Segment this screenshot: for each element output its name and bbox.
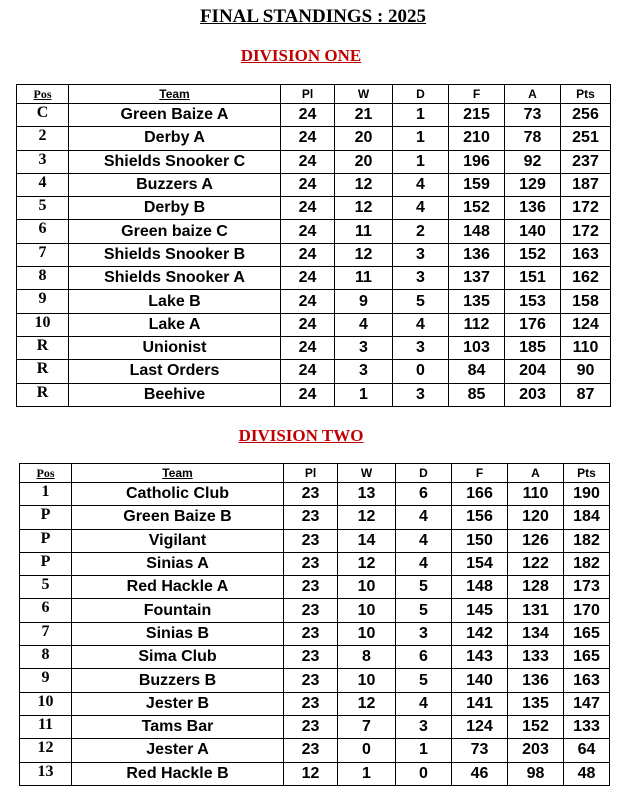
cell-team: Buzzers B xyxy=(72,669,284,692)
cell-pl: 24 xyxy=(281,290,335,313)
cell-pl: 24 xyxy=(281,127,335,150)
cell-pos: C xyxy=(17,104,69,127)
cell-f: 145 xyxy=(452,599,508,622)
cell-d: 4 xyxy=(393,313,449,336)
cell-f: 154 xyxy=(452,552,508,575)
cell-a: 203 xyxy=(508,739,564,762)
cell-w: 12 xyxy=(338,506,396,529)
cell-pts: 182 xyxy=(564,552,610,575)
cell-f: 135 xyxy=(449,290,505,313)
cell-d: 6 xyxy=(396,483,452,506)
cell-w: 4 xyxy=(335,313,393,336)
cell-pl: 23 xyxy=(284,669,338,692)
cell-f: 85 xyxy=(449,383,505,406)
table-row xyxy=(17,313,611,336)
cell-pl: 23 xyxy=(284,739,338,762)
cell-a: 185 xyxy=(505,336,561,359)
cell-f: 141 xyxy=(452,692,508,715)
table-row xyxy=(17,383,611,406)
cell-pos: 2 xyxy=(17,127,69,150)
cell-pos: 9 xyxy=(20,669,72,692)
cell-pl: 24 xyxy=(281,383,335,406)
cell-team: Jester B xyxy=(72,692,284,715)
table-row xyxy=(20,529,610,552)
cell-team: Sinias A xyxy=(72,552,284,575)
cell-pl: 23 xyxy=(284,529,338,552)
cell-d: 3 xyxy=(393,243,449,266)
division-one-table xyxy=(16,84,611,407)
cell-pts: 158 xyxy=(561,290,611,313)
cell-pl: 23 xyxy=(284,622,338,645)
table-header-row xyxy=(17,85,611,104)
table-row xyxy=(20,506,610,529)
cell-pts: 187 xyxy=(561,173,611,196)
cell-pos: 6 xyxy=(17,220,69,243)
table-row xyxy=(20,599,610,622)
cell-a: 152 xyxy=(505,243,561,266)
table-row xyxy=(17,267,611,290)
header-w: W xyxy=(335,85,393,104)
table-row xyxy=(17,173,611,196)
cell-a: 120 xyxy=(508,506,564,529)
cell-pos: P xyxy=(20,552,72,575)
cell-d: 3 xyxy=(393,383,449,406)
cell-team: Lake A xyxy=(69,313,281,336)
cell-pts: 162 xyxy=(561,267,611,290)
header-team: Team xyxy=(69,85,281,104)
cell-team: Tams Bar xyxy=(72,715,284,738)
cell-pts: 110 xyxy=(561,336,611,359)
cell-a: 204 xyxy=(505,360,561,383)
cell-d: 1 xyxy=(393,104,449,127)
header-a: A xyxy=(505,85,561,104)
cell-team: Derby A xyxy=(69,127,281,150)
cell-w: 3 xyxy=(335,336,393,359)
cell-pl: 24 xyxy=(281,313,335,336)
cell-pts: 64 xyxy=(564,739,610,762)
header-f: F xyxy=(452,464,508,483)
cell-d: 6 xyxy=(396,646,452,669)
cell-d: 0 xyxy=(393,360,449,383)
division-one-title: DIVISION ONE xyxy=(240,46,362,65)
cell-pl: 23 xyxy=(284,552,338,575)
cell-team: Sima Club xyxy=(72,646,284,669)
cell-f: 196 xyxy=(449,150,505,173)
cell-f: 159 xyxy=(449,173,505,196)
cell-pl: 23 xyxy=(284,646,338,669)
cell-w: 14 xyxy=(338,529,396,552)
table-row xyxy=(20,692,610,715)
cell-pts: 173 xyxy=(564,576,610,599)
cell-pts: 48 xyxy=(564,762,610,785)
cell-a: 140 xyxy=(505,220,561,243)
cell-pts: 184 xyxy=(564,506,610,529)
cell-d: 4 xyxy=(396,529,452,552)
header-d: D xyxy=(393,85,449,104)
cell-a: 133 xyxy=(508,646,564,669)
cell-a: 152 xyxy=(508,715,564,738)
cell-a: 128 xyxy=(508,576,564,599)
cell-team: Lake B xyxy=(69,290,281,313)
cell-pl: 23 xyxy=(284,692,338,715)
header-pos: Pos xyxy=(20,464,72,483)
cell-w: 20 xyxy=(335,127,393,150)
cell-w: 11 xyxy=(335,267,393,290)
cell-w: 12 xyxy=(335,173,393,196)
table-row xyxy=(20,762,610,785)
header-pts: Pts xyxy=(561,85,611,104)
cell-pos: 8 xyxy=(20,646,72,669)
cell-pos: 8 xyxy=(17,267,69,290)
cell-d: 4 xyxy=(396,692,452,715)
cell-pts: 87 xyxy=(561,383,611,406)
cell-d: 5 xyxy=(396,599,452,622)
cell-f: 148 xyxy=(449,220,505,243)
cell-w: 3 xyxy=(335,360,393,383)
cell-d: 3 xyxy=(393,267,449,290)
cell-pl: 24 xyxy=(281,173,335,196)
header-f: F xyxy=(449,85,505,104)
cell-team: Shields Snooker A xyxy=(69,267,281,290)
cell-pl: 23 xyxy=(284,576,338,599)
cell-f: 143 xyxy=(452,646,508,669)
cell-team: Last Orders xyxy=(69,360,281,383)
header-team: Team xyxy=(72,464,284,483)
table-row xyxy=(17,360,611,383)
cell-a: 151 xyxy=(505,267,561,290)
cell-a: 78 xyxy=(505,127,561,150)
table-row xyxy=(20,622,610,645)
cell-d: 4 xyxy=(396,506,452,529)
cell-d: 4 xyxy=(393,197,449,220)
cell-d: 4 xyxy=(396,552,452,575)
cell-f: 150 xyxy=(452,529,508,552)
table-row xyxy=(17,104,611,127)
table-row xyxy=(20,483,610,506)
cell-f: 84 xyxy=(449,360,505,383)
cell-d: 5 xyxy=(396,576,452,599)
cell-a: 136 xyxy=(505,197,561,220)
header-pl: Pl xyxy=(284,464,338,483)
cell-w: 21 xyxy=(335,104,393,127)
cell-pos: P xyxy=(20,506,72,529)
cell-pl: 24 xyxy=(281,197,335,220)
cell-pl: 24 xyxy=(281,360,335,383)
cell-w: 10 xyxy=(338,669,396,692)
cell-d: 1 xyxy=(393,127,449,150)
cell-pts: 237 xyxy=(561,150,611,173)
cell-w: 8 xyxy=(338,646,396,669)
cell-a: 126 xyxy=(508,529,564,552)
page-title: FINAL STANDINGS : 2025 xyxy=(199,6,427,27)
cell-pos: 6 xyxy=(20,599,72,622)
cell-a: 92 xyxy=(505,150,561,173)
cell-d: 1 xyxy=(393,150,449,173)
cell-pos: 3 xyxy=(17,150,69,173)
cell-pl: 23 xyxy=(284,715,338,738)
table-row xyxy=(20,646,610,669)
cell-d: 3 xyxy=(396,715,452,738)
cell-f: 152 xyxy=(449,197,505,220)
cell-pos: 1 xyxy=(20,483,72,506)
cell-team: Catholic Club xyxy=(72,483,284,506)
cell-pl: 12 xyxy=(284,762,338,785)
cell-pl: 24 xyxy=(281,104,335,127)
cell-team: Buzzers A xyxy=(69,173,281,196)
cell-f: 73 xyxy=(452,739,508,762)
cell-a: 153 xyxy=(505,290,561,313)
cell-pts: 190 xyxy=(564,483,610,506)
cell-pos: 5 xyxy=(17,197,69,220)
cell-team: Shields Snooker B xyxy=(69,243,281,266)
cell-a: 110 xyxy=(508,483,564,506)
cell-f: 140 xyxy=(452,669,508,692)
cell-w: 12 xyxy=(338,692,396,715)
cell-pl: 24 xyxy=(281,220,335,243)
table-row xyxy=(17,150,611,173)
cell-team: Derby B xyxy=(69,197,281,220)
cell-pts: 256 xyxy=(561,104,611,127)
cell-f: 156 xyxy=(452,506,508,529)
cell-pts: 172 xyxy=(561,220,611,243)
cell-f: 124 xyxy=(452,715,508,738)
cell-team: Fountain xyxy=(72,599,284,622)
cell-pts: 90 xyxy=(561,360,611,383)
cell-w: 10 xyxy=(338,599,396,622)
table-row xyxy=(17,336,611,359)
cell-pts: 251 xyxy=(561,127,611,150)
cell-pl: 24 xyxy=(281,336,335,359)
cell-w: 12 xyxy=(338,552,396,575)
table-row xyxy=(20,739,610,762)
cell-pos: 4 xyxy=(17,173,69,196)
cell-pts: 165 xyxy=(564,646,610,669)
cell-a: 135 xyxy=(508,692,564,715)
division-two-table xyxy=(19,463,610,786)
cell-pl: 23 xyxy=(284,483,338,506)
cell-pos: 5 xyxy=(20,576,72,599)
cell-w: 11 xyxy=(335,220,393,243)
header-a: A xyxy=(508,464,564,483)
cell-a: 134 xyxy=(508,622,564,645)
cell-w: 7 xyxy=(338,715,396,738)
cell-pos: P xyxy=(20,529,72,552)
cell-team: Green Baize A xyxy=(69,104,281,127)
table-row xyxy=(20,576,610,599)
cell-d: 4 xyxy=(393,173,449,196)
cell-d: 0 xyxy=(396,762,452,785)
cell-f: 148 xyxy=(452,576,508,599)
header-pos: Pos xyxy=(17,85,69,104)
table-row xyxy=(20,552,610,575)
cell-pl: 24 xyxy=(281,150,335,173)
table-row xyxy=(17,197,611,220)
cell-f: 166 xyxy=(452,483,508,506)
cell-pts: 133 xyxy=(564,715,610,738)
table-row xyxy=(17,290,611,313)
cell-a: 73 xyxy=(505,104,561,127)
cell-pos: R xyxy=(17,383,69,406)
cell-pts: 163 xyxy=(564,669,610,692)
cell-d: 2 xyxy=(393,220,449,243)
cell-w: 1 xyxy=(338,762,396,785)
cell-a: 98 xyxy=(508,762,564,785)
cell-pl: 23 xyxy=(284,599,338,622)
cell-a: 131 xyxy=(508,599,564,622)
cell-pl: 24 xyxy=(281,267,335,290)
cell-w: 9 xyxy=(335,290,393,313)
cell-w: 10 xyxy=(338,622,396,645)
cell-pos: 13 xyxy=(20,762,72,785)
table-row xyxy=(17,243,611,266)
cell-team: Green baize C xyxy=(69,220,281,243)
cell-w: 10 xyxy=(338,576,396,599)
cell-pos: 9 xyxy=(17,290,69,313)
cell-pos: 7 xyxy=(20,622,72,645)
header-pts: Pts xyxy=(564,464,610,483)
cell-a: 136 xyxy=(508,669,564,692)
cell-w: 0 xyxy=(338,739,396,762)
cell-d: 3 xyxy=(396,622,452,645)
cell-w: 1 xyxy=(335,383,393,406)
cell-pos: 10 xyxy=(20,692,72,715)
cell-pts: 165 xyxy=(564,622,610,645)
cell-pts: 124 xyxy=(561,313,611,336)
cell-a: 122 xyxy=(508,552,564,575)
cell-pl: 23 xyxy=(284,506,338,529)
table-row xyxy=(17,127,611,150)
cell-pos: 7 xyxy=(17,243,69,266)
cell-w: 12 xyxy=(335,197,393,220)
cell-pos: 11 xyxy=(20,715,72,738)
cell-a: 129 xyxy=(505,173,561,196)
cell-d: 3 xyxy=(393,336,449,359)
header-w: W xyxy=(338,464,396,483)
cell-team: Sinias B xyxy=(72,622,284,645)
cell-pl: 24 xyxy=(281,243,335,266)
cell-f: 112 xyxy=(449,313,505,336)
cell-f: 136 xyxy=(449,243,505,266)
cell-team: Red Hackle A xyxy=(72,576,284,599)
cell-w: 12 xyxy=(335,243,393,266)
cell-pts: 170 xyxy=(564,599,610,622)
cell-f: 215 xyxy=(449,104,505,127)
cell-w: 20 xyxy=(335,150,393,173)
cell-pos: 12 xyxy=(20,739,72,762)
cell-pos: 10 xyxy=(17,313,69,336)
cell-pts: 172 xyxy=(561,197,611,220)
cell-a: 203 xyxy=(505,383,561,406)
cell-pos: R xyxy=(17,336,69,359)
cell-f: 103 xyxy=(449,336,505,359)
header-pl: Pl xyxy=(281,85,335,104)
cell-pts: 147 xyxy=(564,692,610,715)
cell-team: Red Hackle B xyxy=(72,762,284,785)
cell-f: 46 xyxy=(452,762,508,785)
cell-team: Shields Snooker C xyxy=(69,150,281,173)
header-d: D xyxy=(396,464,452,483)
table-row xyxy=(20,669,610,692)
cell-team: Beehive xyxy=(69,383,281,406)
cell-w: 13 xyxy=(338,483,396,506)
table-row xyxy=(20,715,610,738)
cell-pts: 163 xyxy=(561,243,611,266)
cell-pts: 182 xyxy=(564,529,610,552)
cell-d: 5 xyxy=(396,669,452,692)
cell-team: Unionist xyxy=(69,336,281,359)
table-header-row xyxy=(20,464,610,483)
cell-f: 142 xyxy=(452,622,508,645)
table-row xyxy=(17,220,611,243)
cell-d: 1 xyxy=(396,739,452,762)
cell-team: Green Baize B xyxy=(72,506,284,529)
cell-d: 5 xyxy=(393,290,449,313)
cell-f: 210 xyxy=(449,127,505,150)
cell-pos: R xyxy=(17,360,69,383)
cell-team: Jester A xyxy=(72,739,284,762)
cell-a: 176 xyxy=(505,313,561,336)
cell-f: 137 xyxy=(449,267,505,290)
cell-team: Vigilant xyxy=(72,529,284,552)
division-two-title: DIVISION TWO xyxy=(238,426,364,445)
